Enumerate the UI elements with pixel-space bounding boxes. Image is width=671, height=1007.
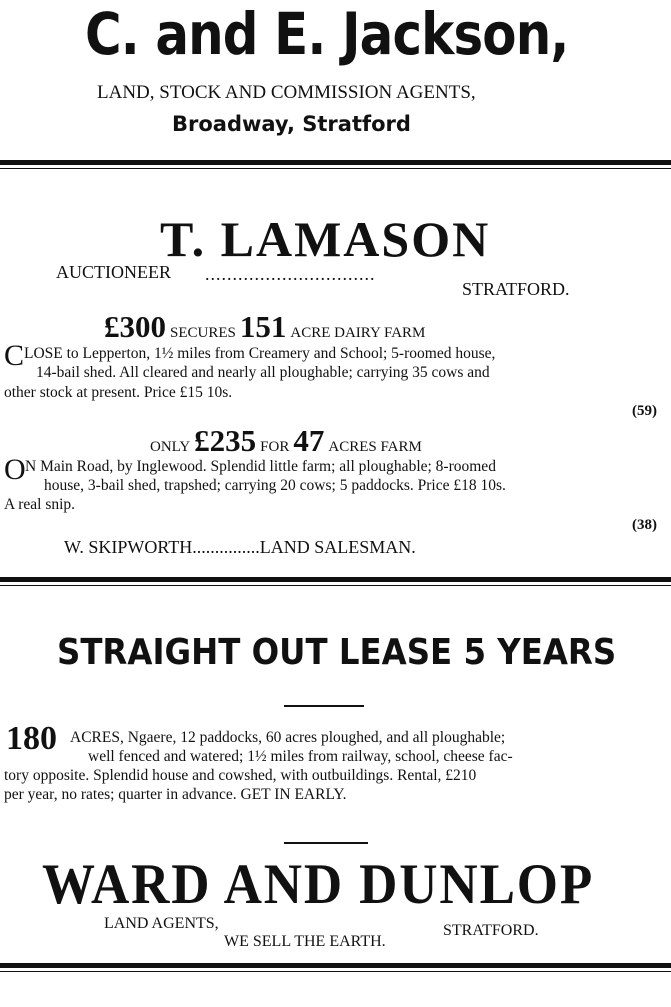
section-divider-thin [0,971,671,972]
ad2-only: ONLY [150,439,191,455]
jackson-subtitle: LAND, STOCK AND COMMISSION AGENTS, [97,82,476,103]
lease-line2: well fenced and watered; 1½ miles from railway, school, cheese fac- [88,748,513,765]
ad2-description: ACRES FARM [328,439,422,455]
lamason-role: AUCTIONEER [56,262,171,282]
lease-acres-number: 180 [6,720,57,757]
ad2-dropcap: O [4,453,26,486]
lease-short-rule [284,705,364,707]
section-divider-thin [0,585,671,586]
ward-agents: LAND AGENTS, [104,915,219,932]
ad2-acres: 47 [293,423,325,458]
skipworth-line [64,537,416,558]
skipworth-name: W. SKIPWORTH [64,537,193,557]
lease-title: STRAIGHT OUT LEASE 5 YEARS [57,632,617,673]
ad1-line2: 14-bail shed. All cleared and nearly all ploughable; carrying 35 cows and [36,364,490,381]
ad1-dropcap: C [4,339,25,372]
ad2-reference: (38) [632,517,657,533]
lamason-leader-dots: ............................... [205,264,376,284]
lease-line3: tory opposite. Splendid house and cowshed, with outbuildings. Rental, £210 [4,767,477,784]
ad1-price: £300 [104,309,166,344]
ad1-secures: SECURES [170,325,236,341]
ad2-heading [150,423,422,459]
skipworth-leader-dots: ............... [192,537,260,557]
section-divider [0,160,671,165]
ad2-line3: A real snip. [4,496,76,513]
jackson-address: Broadway, Stratford [172,112,411,136]
skipworth-title: LAND SALESMAN. [259,537,416,557]
jackson-firm-name: C. and E. Jackson, [85,0,569,68]
lamason-name: T. LAMASON [160,211,491,267]
section-divider [0,577,671,582]
ad1-line3: other stock at present. Price £15 10s. [4,384,233,401]
ward-tagline: WE SELL THE EARTH. [224,933,386,950]
ad1-line1: LOSE to Lepperton, 1½ miles from Creamery and School; 5-roomed house, [24,345,496,362]
ad1-description: ACRE DAIRY FARM [290,325,426,341]
lease-line4: per year, no rates; quarter in advance. GET IN EARLY. [4,786,347,803]
lamason-location: STRATFORD. [462,279,570,299]
ad1-heading [104,309,425,345]
ad1-reference: (59) [632,403,657,419]
lease-short-rule [284,842,368,844]
ad2-line2: house, 3-bail shed, trapshed; carrying 20 cows; 5 paddocks. Price £18 10s. [44,477,506,494]
section-divider-thin [0,168,671,169]
ad2-line1: N Main Road, by Inglewood. Splendid little farm; all ploughable; 8-roomed [25,458,496,475]
ad2-for: FOR [260,439,290,455]
section-divider [0,963,671,968]
lease-line1: ACRES, Ngaere, 12 paddocks, 60 acres ploughed, and all ploughable; [70,729,506,746]
ward-location: STRATFORD. [443,922,539,939]
ad2-price: £235 [194,423,257,458]
ad1-acres: 151 [239,309,287,344]
ward-firm-name: WARD AND DUNLOP [42,853,595,916]
